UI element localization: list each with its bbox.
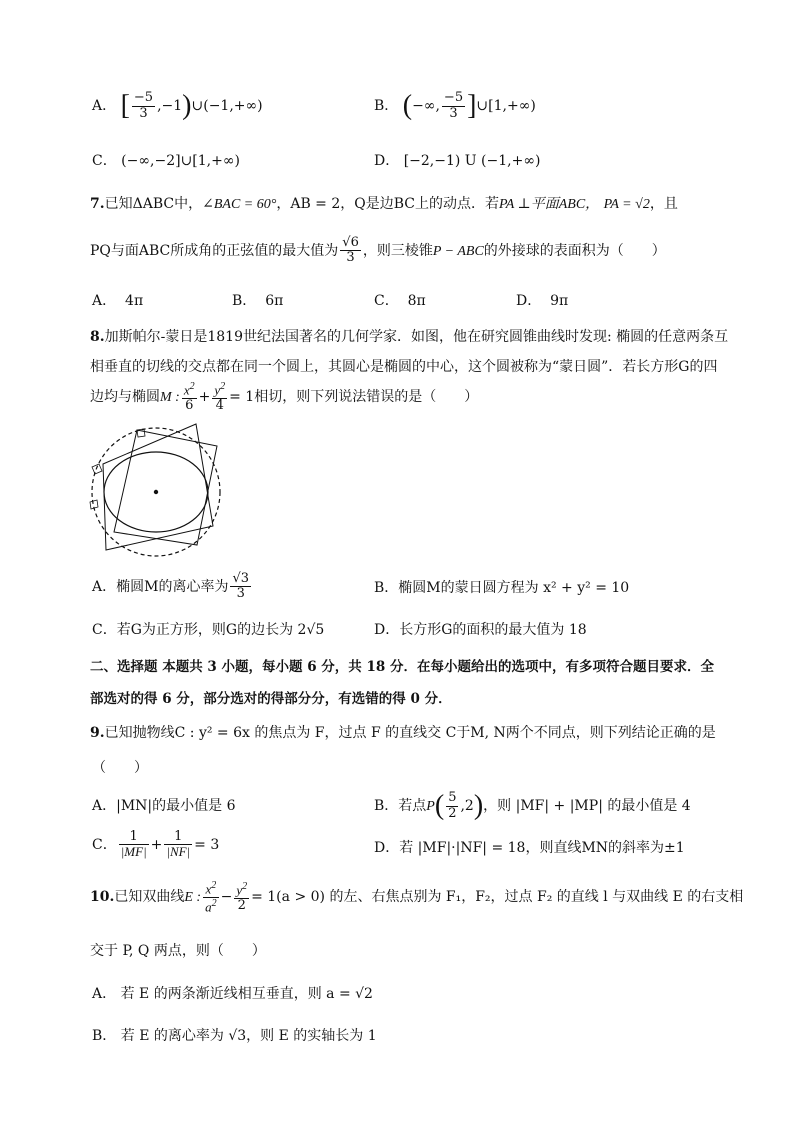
text: = 1相切，则下列说法错误的是（ ） bbox=[229, 388, 479, 405]
section-2-heading-line1 bbox=[90, 655, 714, 675]
q7-line2 bbox=[90, 236, 666, 266]
text: ，且 bbox=[649, 196, 678, 212]
frac-den: 3 bbox=[346, 250, 355, 266]
option-text: 椭圆M的离心率为 bbox=[116, 578, 229, 595]
option-label: B． bbox=[374, 98, 399, 114]
center-point bbox=[154, 490, 158, 494]
math: ABC， bbox=[558, 197, 600, 212]
option-text: 8π bbox=[407, 293, 426, 309]
option-label: D． bbox=[374, 153, 400, 169]
option-text: 若G为正方形，则G的边长为 2√5 bbox=[116, 622, 325, 638]
text: PQ与面ABC所成角的正弦值的最大值为 bbox=[90, 242, 339, 259]
option-label: A． bbox=[92, 98, 117, 114]
frac-num: √3 bbox=[232, 571, 250, 586]
q6-option-a: A． [ $\frac{-5}{3}$ ,−1)∪(−1,+∞) bbox=[92, 90, 263, 121]
q8-option-c: C．若G为正方形，则G的边长为 2√5 bbox=[92, 622, 325, 638]
q10-line1: 10.已知双曲线E : $\frac{x^2}{a^2}$ − $\frac{y^2}{2}$ = 1(a > 0) 的左、右焦点别为 F₁，F₂，过点 F₂ 的直线 l 与双曲线 E 的右支相 bbox=[90, 880, 744, 914]
q9-option-c: C． $\frac{1}{|MF|}$ + $\frac{1}{|NF|}$ = 3 bbox=[92, 829, 220, 860]
option-text: 若 E 的离心率为 √3，则 E 的实轴长为 1 bbox=[120, 1028, 377, 1044]
q6-option-b: B． (−∞, $\frac{-5}{3}$ ]∪[1,+∞) bbox=[374, 90, 536, 121]
text: 已知抛物线C : y² = 6x 的焦点为 F，过点 F 的直线交 C于M, N两个不同点，则下列结论正确的是 bbox=[104, 725, 716, 741]
text: 加斯帕尔-蒙日是1819世纪法国著名的几何学家．如图，他在研究圆锥曲线时发现: 椭圆的任意两条互 bbox=[104, 329, 729, 345]
option-text: 6π bbox=[265, 293, 284, 309]
q8-option-b: B．椭圆M的蒙日圆方程为 x² + y² = 10 bbox=[374, 580, 630, 596]
question-number: 7. bbox=[90, 196, 105, 212]
q8-option-a: A．椭圆M的离心率为 $\frac{√3}{3}$ bbox=[92, 571, 250, 602]
math: E : bbox=[184, 890, 202, 906]
text: 交于 P, Q 两点，则（ ） bbox=[90, 943, 266, 959]
option-text: 4π bbox=[125, 293, 144, 309]
q9-option-d: D．若 |MF|·|NF| = 18，则直线MN的斜率为±1 bbox=[374, 840, 685, 856]
q10-line2 bbox=[90, 940, 266, 960]
option-text: 9π bbox=[550, 293, 569, 309]
q7-line1 bbox=[90, 193, 678, 213]
question-number: 8. bbox=[90, 329, 105, 345]
text: 边均与椭圆 bbox=[90, 388, 160, 405]
text: （ ） bbox=[92, 760, 148, 776]
right-angle-mark bbox=[137, 429, 145, 437]
q8-line3: 边均与椭圆M : $\frac{x^2}{6}$ + $\frac{y^2}{4}$ = 1相切，则下列说法错误的是（ ） bbox=[90, 381, 479, 413]
q7-option-d: D． 9π bbox=[516, 293, 569, 309]
q9-line1 bbox=[90, 722, 716, 742]
text: 已知双曲线 bbox=[114, 889, 185, 906]
q8-option-d: D．长方形G的面积的最大值为 18 bbox=[374, 622, 587, 638]
text: 相垂直的切线的交点都在同一个圆上，其圆心是椭圆的中心，这个圆被称为“蒙日圆”．若长方形G的四 bbox=[90, 359, 718, 375]
question-number: 10. bbox=[90, 889, 115, 906]
q6-option-d bbox=[374, 150, 540, 170]
q9-line2 bbox=[92, 757, 148, 777]
section-2-heading-line2 bbox=[90, 687, 452, 707]
monge-circle-figure bbox=[88, 420, 228, 560]
option-text: ，则 |MF| + |MP| 的最小值是 4 bbox=[483, 798, 691, 814]
option-text: (−∞,−2]∪[1,+∞) bbox=[121, 153, 240, 169]
math: M : bbox=[160, 389, 180, 405]
math: P − ABC bbox=[432, 243, 484, 259]
q9-option-a: A．|MN|的最小值是 6 bbox=[92, 798, 236, 814]
text: 已知ΔABC中， bbox=[104, 196, 203, 212]
text: 的外接球的表面积为（ ） bbox=[483, 242, 666, 259]
q10-option-b: B． 若 E 的离心率为 √3，则 E 的实轴长为 1 bbox=[92, 1028, 377, 1044]
text: ，AB = 2，Q是边BC上的动点．若 bbox=[276, 196, 500, 212]
text: 部选对的得 6 分，部分选对的得部分分，有选错的得 0 分． bbox=[90, 691, 452, 707]
text: ，则三棱锥 bbox=[362, 242, 433, 259]
q8-line1 bbox=[90, 326, 728, 346]
math: PA ⊥平面 bbox=[499, 197, 559, 212]
frac-num: √6 bbox=[342, 235, 359, 250]
option-text: 若 E 的两条渐近线相互垂直，则 a = √2 bbox=[120, 986, 373, 1002]
q7-option-c: C． 8π bbox=[374, 293, 426, 309]
question-number: 9. bbox=[90, 725, 105, 741]
option-label: C． bbox=[92, 153, 117, 169]
option-text: 若 |MF|·|NF| = 18，则直线MN的斜率为±1 bbox=[399, 840, 685, 856]
text: = 1(a > 0) 的左、右焦点别为 F₁，F₂，过点 F₂ 的直线 l 与双曲线 E 的右支相 bbox=[251, 889, 744, 906]
option-text: 椭圆M的蒙日圆方程为 x² + y² = 10 bbox=[398, 580, 630, 596]
math: ∠BAC = 60° bbox=[202, 197, 277, 212]
q9-option-b: B．若点P( $\frac{5}{2}$ ,2)，则 |MF| + |MP| 的最小值是 4 bbox=[374, 790, 691, 821]
text: 二、选择题 本题共 3 小题，每小题 6 分，共 18 分．在每小题给出的选项中，有多项符合题目要求．全 bbox=[90, 659, 714, 675]
q8-line2 bbox=[90, 356, 718, 376]
option-text: 长方形G的面积的最大值为 18 bbox=[399, 622, 587, 638]
option-text: |MN|的最小值是 6 bbox=[116, 798, 236, 814]
q7-option-b: B． 6π bbox=[232, 293, 284, 309]
right-angle-mark bbox=[92, 464, 102, 474]
q7-option-a: A． 4π bbox=[92, 293, 144, 309]
frac-den: 3 bbox=[236, 586, 245, 602]
option-text: = 3 bbox=[194, 836, 220, 853]
q10-option-a: A． 若 E 的两条渐近线相互垂直，则 a = √2 bbox=[92, 986, 373, 1002]
option-text: [−2,−1) U (−1,+∞) bbox=[403, 153, 541, 169]
option-text: 若点 bbox=[398, 798, 427, 814]
math: PA = √2 bbox=[603, 197, 650, 212]
q6-option-c bbox=[92, 150, 240, 170]
